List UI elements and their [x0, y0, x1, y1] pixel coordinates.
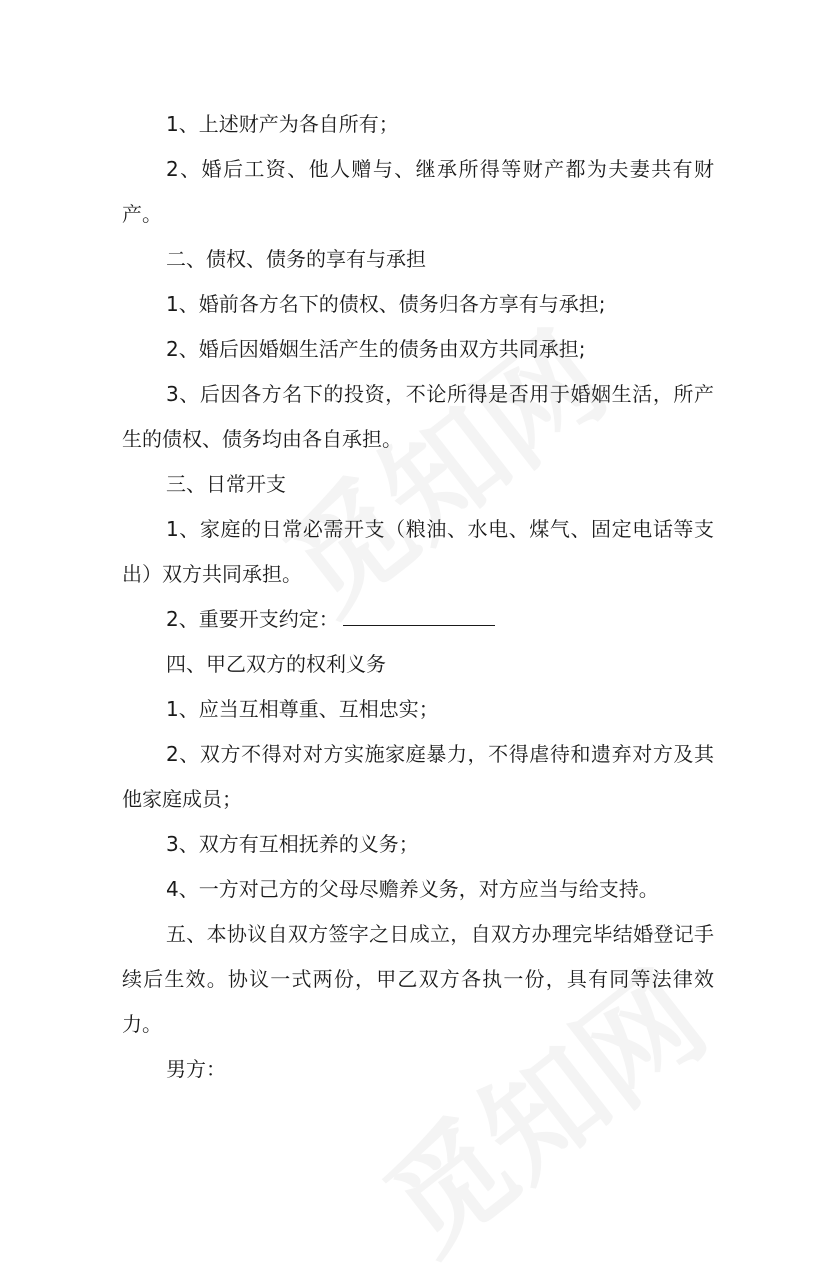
clause-4-2: 2、双方不得对对方实施家庭暴力，不得虐待和遗弃对方及其他家庭成员； [122, 742, 714, 811]
clause-2-3: 3、后因各方名下的投资，不论所得是否用于婚姻生活，所产生的债权、债务均由各自承担。 [122, 382, 714, 451]
section-heading-2: 二、债权、债务的享有与承担 [166, 247, 426, 271]
clause-3-2-text: 2、重要开支约定： [166, 607, 339, 631]
clause-3-1: 1、家庭的日常必需开支（粮油、水电、煤气、固定电话等支出）双方共同承担。 [122, 517, 714, 586]
clause-3-2 [122, 597, 714, 642]
clause-4-1: 1、应当互相尊重、互相忠实； [166, 697, 439, 721]
clause-2-1: 1、婚前各方名下的债权、债务归各方享有与承担; [166, 292, 606, 316]
fill-in-blank-line [343, 603, 495, 626]
section-heading-3: 三、日常开支 [166, 472, 286, 496]
clause-1-1: 1、上述财产为各自所有； [166, 112, 399, 136]
signature-male-party: 男方： [166, 1057, 226, 1081]
clause-4-4: 4、一方对己方的父母尽赡养义务，对方应当与给支持。 [166, 877, 659, 901]
document-body [122, 102, 714, 1092]
clause-1-2: 2、婚后工资、他人赠与、继承所得等财产都为夫妻共有财产。 [122, 157, 714, 226]
section-5-effectiveness: 五、本协议自双方签字之日成立，自双方办理完毕结婚登记手续后生效。协议一式两份，甲乙双方各执一份，具有同等法律效力。 [122, 922, 714, 1036]
clause-2-2: 2、婚后因婚姻生活产生的债务由双方共同承担; [166, 337, 586, 361]
clause-4-3: 3、双方有互相抚养的义务； [166, 832, 419, 856]
section-heading-4: 四、甲乙双方的权利义务 [166, 652, 386, 676]
